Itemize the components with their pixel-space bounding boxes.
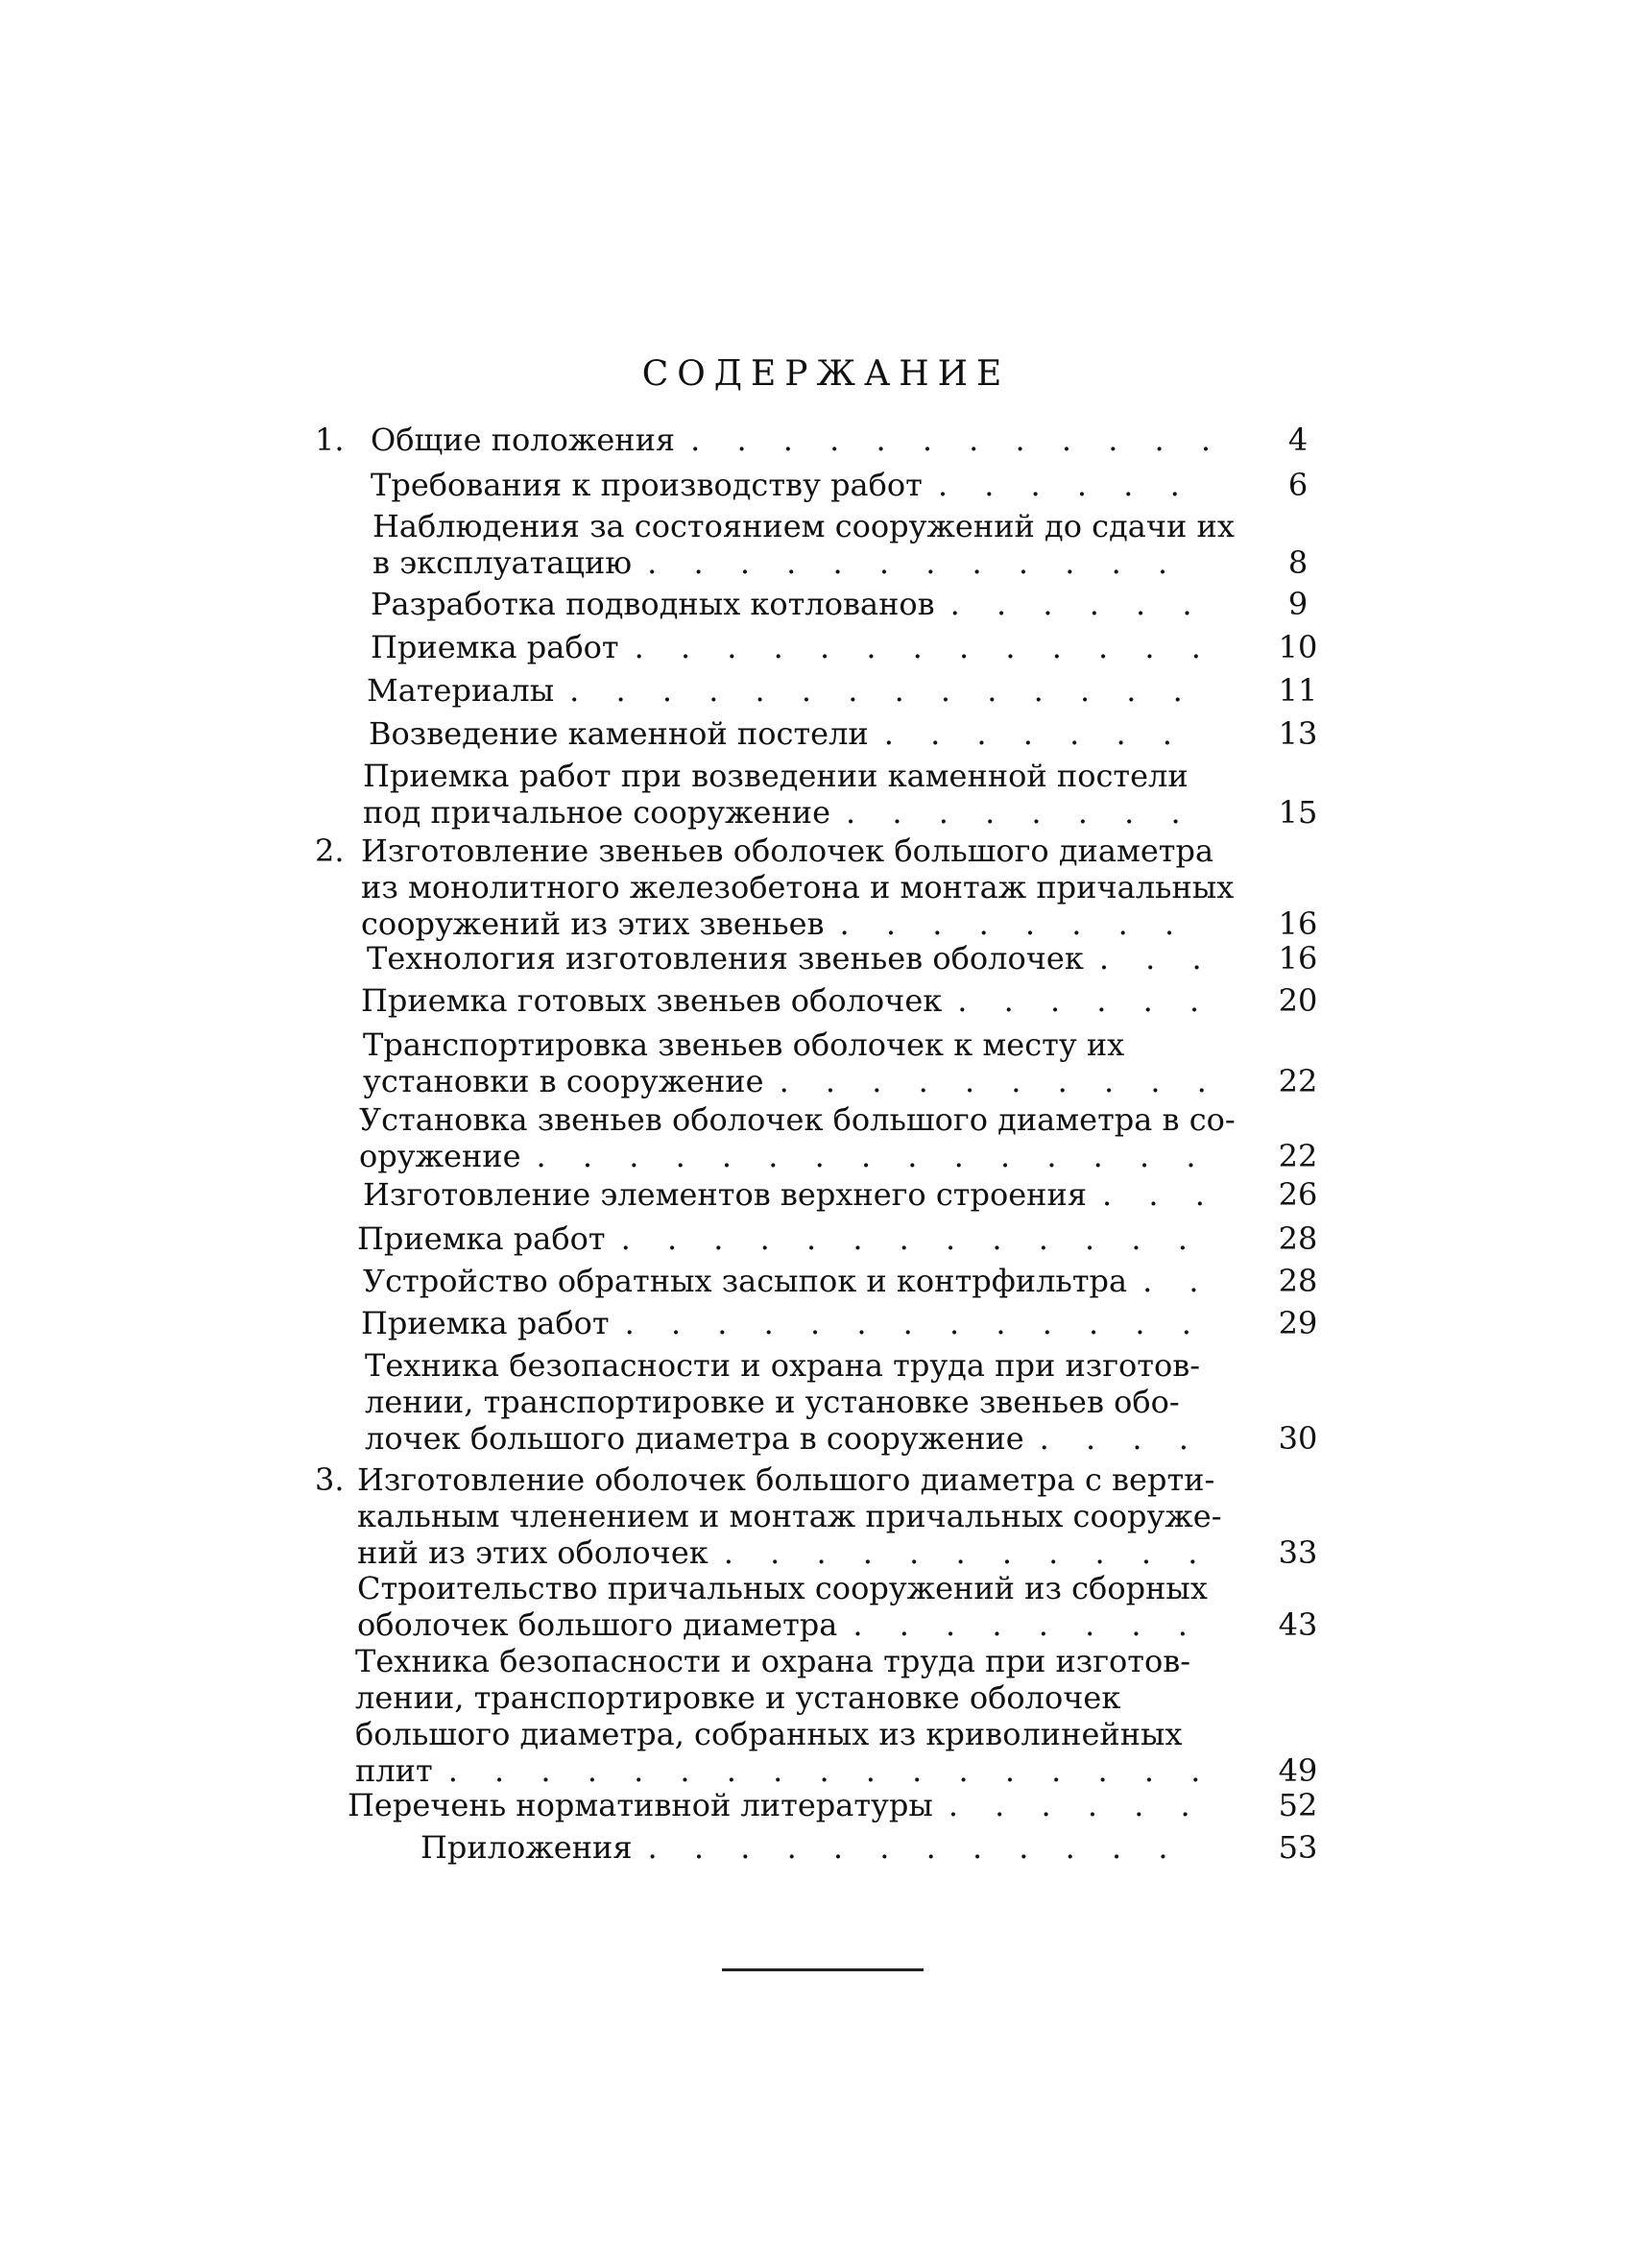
section-number: 1.	[315, 422, 345, 458]
leader-dots: . . . . . . . .	[839, 905, 1189, 942]
page-number: 22	[1278, 1138, 1318, 1174]
page-number: 29	[1278, 1305, 1318, 1341]
leader-dots: . . . . . . . . . . . . .	[624, 1305, 1205, 1341]
page-number: 15	[1278, 794, 1318, 831]
leader-dots: . . . . . .	[957, 982, 1213, 1019]
toc-entry-title: под причальное сооружение	[363, 794, 831, 831]
leader-dots: . . .	[1098, 940, 1215, 977]
page-number: 22	[1278, 1063, 1318, 1099]
page-number: 11	[1278, 672, 1318, 709]
leader-dots: . . . . . .	[937, 467, 1193, 503]
leader-dots: . . . . . . . .	[846, 794, 1194, 831]
toc-entry-title: сооружений из этих звеньев	[361, 905, 825, 942]
toc-entry-title: оружение	[359, 1138, 521, 1174]
toc-entry-title: Технология изготовления звеньев оболочек	[367, 940, 1084, 977]
toc-entry-title: Техника безопасности и охрана труда при изготов-	[355, 1643, 1191, 1679]
page-title: СОДЕРЖАНИЕ	[641, 354, 1011, 394]
page-number: 13	[1278, 715, 1318, 752]
section-number: 3.	[315, 1461, 345, 1498]
toc-entry-title: Строительство причальных сооружений из сборных	[357, 1570, 1208, 1606]
page-number: 43	[1278, 1606, 1318, 1643]
toc-entry-title: Общие положения	[371, 422, 676, 458]
leader-dots: . . . . . . .	[883, 715, 1186, 752]
toc-entry-title: Изготовление оболочек большого диаметра с верти-	[357, 1461, 1215, 1498]
page-number: 30	[1278, 1420, 1318, 1457]
page-number: 10	[1278, 629, 1318, 665]
toc-entry-title: ний из этих оболочек	[357, 1534, 708, 1571]
leader-dots: . . . . . .	[948, 1787, 1204, 1823]
toc-entry-title: большого диаметра, собранных из криволинейных	[355, 1716, 1183, 1752]
page-number: 28	[1278, 1263, 1318, 1299]
page-number: 6	[1287, 467, 1309, 503]
toc-entry-title: Возведение каменной постели	[369, 715, 869, 752]
toc-entry-title: Устройство обратных засыпок и контрфильтра	[363, 1263, 1128, 1299]
toc-entry-title: Требования к производству работ	[371, 467, 923, 503]
page-number: 49	[1278, 1752, 1318, 1789]
page-number: 8	[1287, 544, 1309, 581]
page-number: 28	[1278, 1220, 1318, 1257]
leader-dots: . . . . . . . .	[853, 1606, 1201, 1643]
page-number: 16	[1278, 905, 1318, 942]
toc-entry-title: Разработка подводных котлованов	[371, 586, 935, 622]
toc-entry-title: плит	[355, 1752, 433, 1789]
toc-entry-title: Приемка готовых звеньев оболочек	[361, 982, 943, 1019]
page-number: 16	[1278, 940, 1318, 977]
page-number: 20	[1278, 982, 1318, 1019]
toc-entry-title: Изготовление звеньев оболочек большого диаметра	[361, 832, 1214, 869]
leader-dots: . . . . . . . . . . . .	[647, 544, 1182, 581]
toc-entry-title: лении, транспортировке и установке звеньев обо-	[365, 1384, 1180, 1420]
leader-dots: . .	[1142, 1263, 1213, 1299]
toc-entry-title: установки в сооружение	[363, 1063, 764, 1099]
toc-entry-title: лении, транспортировке и установке оболочек	[355, 1679, 1121, 1716]
page-number: 52	[1278, 1787, 1318, 1823]
page-number: 26	[1278, 1176, 1318, 1213]
leader-dots: . . . . . . . . . . .	[723, 1534, 1212, 1571]
leader-dots: . . . . . . . . . . . . . . .	[536, 1138, 1210, 1174]
page-number: 33	[1278, 1534, 1318, 1571]
toc-entry-title: Приемка работ при возведении каменной постели	[363, 758, 1189, 794]
toc-entry-title: лочек большого диаметра в сооружение	[365, 1420, 1024, 1457]
page-number: 53	[1278, 1829, 1318, 1866]
toc-entry-title: Изготовление элементов верхнего строения	[363, 1176, 1088, 1213]
toc-entry-title: Приемка работ	[361, 1305, 610, 1341]
leader-dots: . . . . . . . . . . . . . .	[569, 672, 1196, 709]
toc-entry-title: Перечень нормативной литературы	[348, 1787, 933, 1823]
toc-entry-title: из монолитного железобетона и монтаж причальных	[361, 869, 1235, 905]
toc-entry-title: Приемка работ	[371, 629, 619, 665]
leader-dots: . . .	[1102, 1176, 1218, 1213]
leader-dots: . . . . . . . . . . . .	[647, 1829, 1182, 1866]
toc-entry-title: оболочек большого диаметра	[357, 1606, 838, 1643]
page-number: 9	[1287, 586, 1309, 622]
toc-entry-title: кальным членением и монтаж причальных сооруже-	[357, 1498, 1222, 1534]
leader-dots: . . . . . . . . . . . .	[690, 422, 1225, 458]
toc-entry-title: Материалы	[367, 672, 555, 709]
toc-entry-title: в эксплуатацию	[372, 544, 633, 581]
leader-dots: . . . . . .	[949, 586, 1206, 622]
leader-dots: . . . . . . . . . .	[779, 1063, 1220, 1099]
toc-entry-title: Наблюдения за состоянием сооружений до сдачи их	[372, 508, 1235, 544]
toc-entry-title: Приложения	[420, 1829, 633, 1866]
leader-dots: . . . . . . . . . . . . .	[620, 1220, 1201, 1257]
page-number: 4	[1287, 422, 1309, 458]
toc-entry-title: Транспортировка звеньев оболочек к месту их	[363, 1026, 1125, 1063]
table-of-contents	[0, 422, 1633, 1920]
leader-dots: . . . . . . . . . . . . .	[634, 629, 1214, 665]
leader-dots: . . . .	[1039, 1420, 1202, 1457]
leader-dots: . . . . . . . . . . . . . . . . .	[447, 1752, 1214, 1789]
toc-entry-title: Установка звеньев оболочек большого диаметра в со-	[359, 1101, 1236, 1138]
section-number: 2.	[315, 832, 345, 869]
divider-rule	[722, 1968, 924, 1971]
toc-entry-title: Техника безопасности и охрана труда при изготов-	[365, 1347, 1201, 1384]
toc-entry-title: Приемка работ	[357, 1220, 606, 1257]
